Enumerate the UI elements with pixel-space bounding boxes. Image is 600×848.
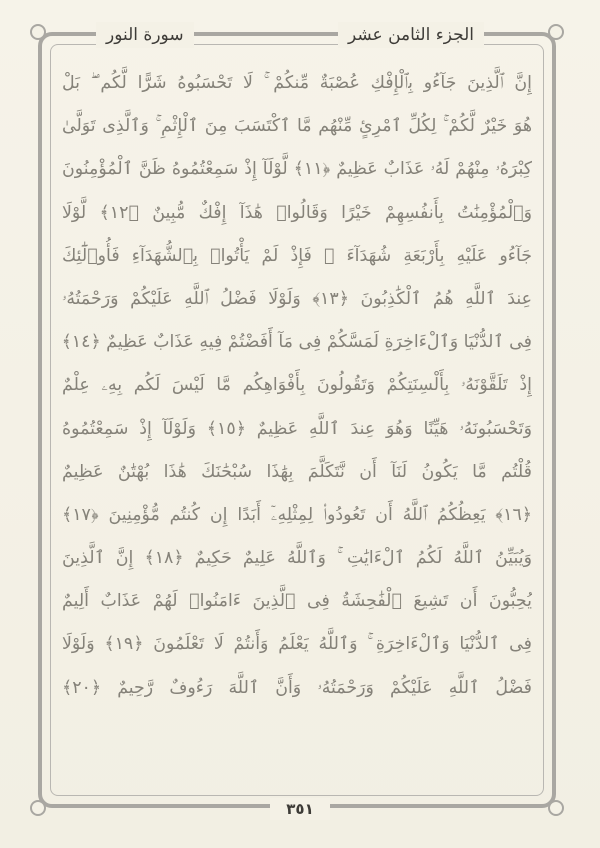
corner-ornament-bottom-right bbox=[548, 800, 564, 816]
text-line: إِنَّ ٱلَّذِينَ جَآءُو بِٱلْإِفْكِ عُصْبَةٌ مِّنكُمْ ۚ لَا تَحْسَبُوهُ شَرًّا لَّكُم ۖ بَلْ bbox=[62, 73, 532, 93]
text-line: ﴿١٦﴾ يَعِظُكُمُ ٱللَّهُ أَن تَعُودُوا۟ لِمِثْلِهِۦٓ أَبَدًا إِن كُنتُم مُّؤْمِنِينَ ﴿١٧﴾ bbox=[62, 504, 532, 525]
text-line: فَضْلُ ٱللَّهِ عَلَيْكُمْ وَرَحْمَتُهُۥ وَأَنَّ ٱللَّهَ رَءُوفٌ رَّحِيمٌ ﴿٢٠﴾ bbox=[62, 677, 532, 698]
text-line: هُوَ خَيْرٌ لَّكُمْ ۚ لِكُلِّ ٱمْرِئٍ مِّنْهُم مَّا ٱكْتَسَبَ مِنَ ٱلْإِثْمِ ۚ وَٱلَّذِى تَوَلَّىٰ bbox=[62, 116, 532, 137]
quran-text-block bbox=[62, 62, 532, 786]
corner-ornament-top-left bbox=[30, 24, 46, 40]
text-line: وَتَحْسَبُونَهُۥ هَيِّنًا وَهُوَ عِندَ ٱللَّهِ عَظِيمٌ ﴿١٥﴾ وَلَوْلَآ إِذْ سَمِعْتُمُوهُ bbox=[62, 418, 532, 439]
corner-ornament-bottom-left bbox=[30, 800, 46, 816]
text-line: عِندَ ٱللَّهِ هُمُ ٱلْكَٰذِبُونَ ﴿١٣﴾ وَلَوْلَا فَضْلُ ٱللَّهِ عَلَيْكُمْ وَرَحْمَتُهُۥ bbox=[62, 288, 532, 309]
text-line: فِى ٱلدُّنْيَا وَٱلْءَاخِرَةِ لَمَسَّكُمْ فِى مَآ أَفَضْتُمْ فِيهِ عَذَابٌ عَظِيمٌ ﴿١٤﴾ bbox=[62, 332, 532, 353]
text-line: فِى ٱلدُّنْيَا وَٱلْءَاخِرَةِ ۚ وَٱللَّهُ يَعْلَمُ وَأَنتُمْ لَا تَعْلَمُونَ ﴿١٩﴾ وَلَوْلَا bbox=[62, 634, 532, 655]
juz-title: الجزء الثامن عشر bbox=[338, 22, 484, 48]
text-line: وَٱلْمُؤْمِنَٰتُ بِأَنفُسِهِمْ خَيْرًا وَقَالُوا۟ هَٰذَآ إِفْكٌ مُّبِينٌ ﴿١٢﴾ لَّوْلَا bbox=[62, 202, 532, 223]
text-line: يُحِبُّونَ أَن تَشِيعَ ٱلْفَٰحِشَةُ فِى ٱلَّذِينَ ءَامَنُوا۟ لَهُمْ عَذَابٌ أَلِيمٌ bbox=[62, 591, 532, 612]
surah-title: سورة النور bbox=[96, 22, 194, 48]
page-number: ٣٥١ bbox=[270, 798, 330, 820]
text-line: قُلْتُم مَّا يَكُونُ لَنَآ أَن نَّتَكَلَّمَ بِهَٰذَا سُبْحَٰنَكَ هَٰذَا بُهْتَٰنٌ عَظِيمٌ bbox=[62, 461, 532, 482]
text-line: كِبْرَهُۥ مِنْهُمْ لَهُۥ عَذَابٌ عَظِيمٌ ﴿١١﴾ لَّوْلَآ إِذْ سَمِعْتُمُوهُ ظَنَّ ٱلْمُؤْمِنُونَ bbox=[62, 159, 532, 180]
corner-ornament-top-right bbox=[548, 24, 564, 40]
text-line: وَيُبَيِّنُ ٱللَّهُ لَكُمُ ٱلْءَايَٰتِ ۚ وَٱللَّهُ عَلِيمٌ حَكِيمٌ ﴿١٨﴾ إِنَّ ٱلَّذِينَ bbox=[62, 548, 532, 569]
text-line: جَآءُو عَلَيْهِ بِأَرْبَعَةِ شُهَدَآءَ ۚ فَإِذْ لَمْ يَأْتُوا۟ بِٱلشُّهَدَآءِ فَأُو۟لَٰٓئِكَ bbox=[62, 245, 532, 266]
text-line: إِذْ تَلَقَّوْنَهُۥ بِأَلْسِنَتِكُمْ وَتَقُولُونَ بِأَفْوَاهِكُم مَّا لَيْسَ لَكُم بِهِۦ عِلْمٌ bbox=[62, 375, 532, 396]
